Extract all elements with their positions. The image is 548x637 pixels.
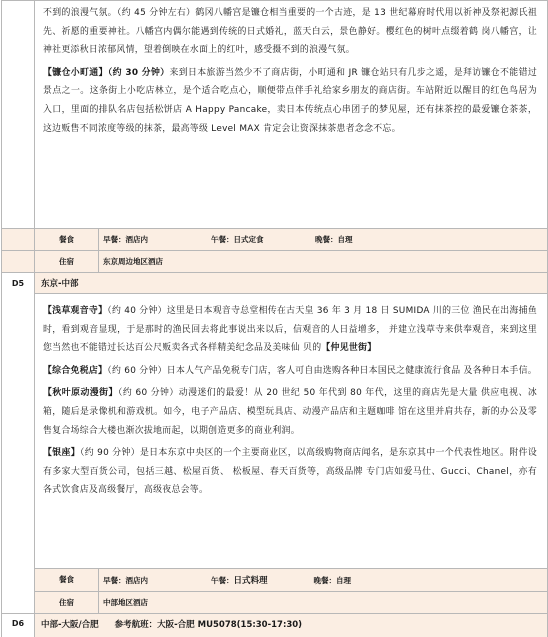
day4-meals [99, 229, 548, 251]
day4-lodging-row [2, 251, 548, 273]
dutyfree-text: （约 60 分钟）日本人气产品免税专门店，客人可自由选购各种日本国民之健康流行食品 及各种日本手信。 [107, 365, 537, 376]
day5-lodging: 中部地区酒店 [99, 592, 548, 614]
day4-breakfast: 早餐：酒店内 [103, 235, 148, 244]
day5-paragraph-asakusa [43, 302, 537, 358]
akihabara-title: 【秋叶原动漫街】 [43, 388, 118, 399]
ginza-text: （约 90 分钟）是日本东京中央区的一个主要商业区，以高级购物商店闻名，是东京其中一个代表性地区。附件设有多家大型百货公司，包括三越、松屋百货、 松板屋、春天百货等，高级品牌 专门店如爱马仕、Gucci、Chanel，亦有各式饮食店及高级餐厅，高级夜总会等。 [43, 448, 538, 496]
day4-dinner: 晚餐：自理 [315, 235, 353, 244]
day4-lunch: 午餐：日式定食 [211, 235, 264, 244]
day4-lodging-label: 住宿 [35, 251, 99, 273]
day4-paragraph-1: 不到的浪漫气氛。（约 45 分钟左右）鹤冈八幡宫是镰仓相当重要的一个古迹，是 13 世纪幕府时代用以祈神及祭祀源氏祖先、祈愿的重要神社。八幡宫内偶尔能遇到传统的日式婚礼，蓝天白云，景色静好。樱红色的树叶点缀着鹤 岗八幡宫，让神社更添秋日浓郁风情，望着倒映在水面上的红叶，感受摄不到的浪漫气氛。 [43, 8, 538, 56]
day5-title: 东京-中部 [35, 273, 548, 294]
day5-day-label: D5 [2, 273, 35, 614]
day5-description-row [2, 294, 548, 569]
day4-meal-row [2, 229, 548, 251]
dutyfree-title: 【综合免税店】 [43, 365, 108, 376]
day4-description-row [2, 1, 548, 229]
day5-lodging-row [2, 592, 548, 614]
day5-breakfast: 早餐：酒店内 [103, 576, 148, 585]
day5-dinner: 晚餐：自理 [313, 576, 351, 585]
day6-day-label: D6 [2, 614, 35, 637]
day5-description [35, 294, 548, 569]
nakamise-title: 【仲见世街】 [321, 343, 377, 354]
day4-paragraph-2 [43, 64, 537, 138]
day6-header-row [2, 614, 548, 637]
day4-description [35, 1, 548, 229]
day5-meal-label: 餐食 [35, 569, 99, 592]
asakusa-text: （约 40 分钟）这里是日本观音寺总堂相传在古天皇 36 年 3 月 18 日 SUMIDA 川的三位 渔民在出海捕鱼时，看到观音显现，于是那时的渔民回去将此事说出来以后，信观音的人日益增多， 并建立浅草寺来供奉观音，来到这里您当然也不能错过长达百公尺贩卖各式各样精美纪念品及美味仙 贝的 [43, 306, 538, 354]
asakusa-title: 【浅草观音寺】 [43, 306, 108, 316]
day5-meals [99, 569, 548, 592]
day4-day-cell [2, 1, 35, 229]
day6-flight: 参考航班：大阪-合肥 MU5078(15:30-17:30) [114, 620, 303, 630]
day5-lunch: 午餐： [211, 576, 234, 585]
day5-paragraph-ginza [43, 444, 537, 500]
day5-lunch-value: 日式料理 [233, 576, 268, 586]
komachi-street-text: 来到日本旅游当然少不了商店街，小町通和 JR 镰仓站只有几步之遥，是拜访镰仓不能错过景点之一。这条街上小吃店林立，是个适合吃点心，顺便带点伴手礼给家乡朋友的商店街。车站附近以醒目的红色鸟居为入口，里面的排队名店包括松饼店 A Happy Pancake，卖日本传统点心串团子的梦见屋，还有抹茶控的最爱镰仓茶茶，这边贩售不同浓度等级的抹茶，最高等级 Level MAX 肯定会让资深抹茶患者念念不忘。 [43, 67, 538, 134]
day5-lodging-label: 住宿 [35, 592, 99, 614]
akihabara-text: （约 60 分钟）动漫迷们的最爱！从 20 世纪 50 年代到 80 年代，这里的商店先是大量 供应电视、冰箱，随后是录像机和游戏机。如今，电子产品店、模型玩具店、动漫产品店和主题咖啡 馆在这里并肩共存，新的办公及零售复合场综合大楼也渐次拔地而起，以期创造更多的商业利润。 [43, 388, 538, 436]
day5-meal-row [2, 569, 548, 592]
day6-title: 中部-大阪/合肥 [41, 620, 99, 630]
day4-lodging: 东京周边地区酒店 [99, 251, 548, 273]
day4-meal-label: 餐食 [35, 229, 99, 251]
itinerary-table [1, 0, 548, 637]
ginza-title: 【银座】 [43, 448, 80, 459]
day6-title-cell [35, 614, 548, 637]
day5-header-row [2, 273, 548, 294]
komachi-street-title: 【镰仓小町通】（约 30 分钟） [43, 67, 170, 78]
day5-paragraph-akihabara [43, 384, 537, 440]
day5-paragraph-dutyfree [43, 362, 537, 381]
